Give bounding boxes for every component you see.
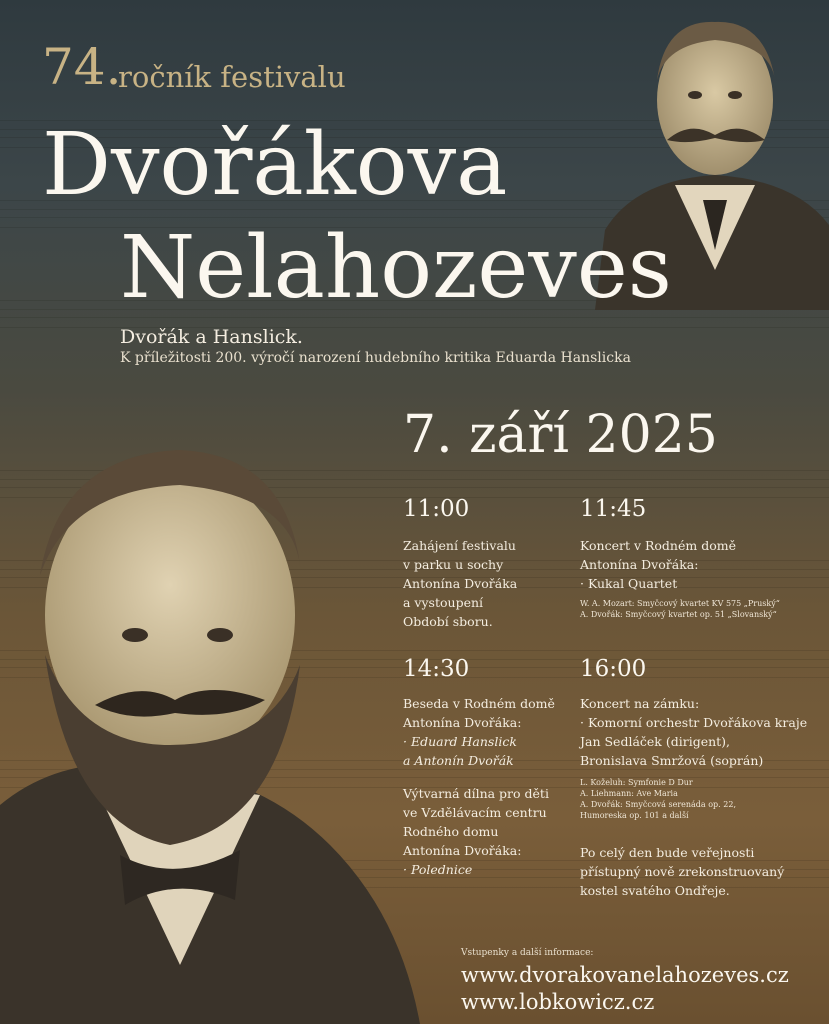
title-line1: Dvořákova	[42, 115, 508, 215]
festival-date: 7. září 2025	[403, 405, 718, 465]
event-line-italic: a Antonín Dvořák	[403, 753, 514, 768]
event-line: a vystoupení	[403, 595, 484, 610]
note-line: kostel svatého Ondřeje.	[580, 883, 730, 898]
event-line: Jan Sedláček (dirigent),	[580, 734, 731, 749]
event-time: 16:00	[580, 656, 647, 682]
event-line-italic: · Polednice	[403, 862, 473, 877]
event-line: ve Vzdělávacím centru	[403, 805, 547, 820]
event-line: Koncert na zámku:	[580, 696, 700, 711]
website-link-2[interactable]: www.lobkowicz.cz	[461, 990, 655, 1014]
event-line: Antonína Dvořáka	[403, 576, 518, 591]
program-line: A. Dvořák: Smyčcový kvartet op. 51 „Slovanský“	[580, 610, 777, 619]
event-line: Rodného domu	[403, 824, 499, 839]
tickets-label: Vstupenky a další informace:	[461, 948, 594, 958]
title-line2: Nelahozeves	[120, 218, 672, 318]
event-line: Bronislava Smržová (soprán)	[580, 753, 764, 768]
event-line: Koncert v Rodném domě	[580, 538, 736, 553]
note-line: Po celý den bude veřejnosti	[580, 845, 755, 860]
program-line: W. A. Mozart: Smyčcový kvartet KV 575 „Pruský“	[580, 599, 780, 608]
event-line: Antonína Dvořáka:	[403, 715, 522, 730]
event-1430	[403, 656, 573, 879]
subtitle-line1: Dvořák a Hanslick.	[120, 326, 303, 348]
edition-number: 74.	[42, 38, 122, 96]
edition-label: ročník festivalu	[118, 60, 346, 94]
event-line: Výtvarná dílna pro děti	[403, 786, 549, 801]
program-line: A. Dvořák: Smyčcová serenáda op. 22,	[580, 800, 736, 809]
event-line: v parku u sochy	[403, 557, 504, 572]
event-line: · Komorní orchestr Dvořákova kraje	[580, 715, 808, 730]
event-line: Období sboru.	[403, 614, 493, 629]
event-time: 11:45	[580, 496, 647, 522]
event-line: Antonína Dvořáka:	[580, 557, 699, 572]
event-1600	[580, 656, 825, 900]
program-line: L. Koželuh: Symfonie D Dur	[580, 778, 693, 787]
event-time: 14:30	[403, 656, 470, 682]
subtitle-line2: K příležitosti 200. výročí narození hudebního kritika Eduarda Hanslicka	[120, 350, 631, 366]
note-line: přístupný nově zrekonstruovaný	[580, 864, 785, 879]
event-line: Antonína Dvořáka:	[403, 843, 522, 858]
event-line: Beseda v Rodném domě	[403, 696, 555, 711]
event-line-italic: · Eduard Hanslick	[403, 734, 517, 749]
program-line: A. Liehmann: Ave Maria	[580, 789, 678, 798]
event-1100	[403, 496, 573, 631]
event-time: 11:00	[403, 496, 470, 522]
event-line: · Kukal Quartet	[580, 576, 678, 591]
website-link-1[interactable]: www.dvorakovanelahozeves.cz	[461, 963, 789, 987]
event-1145	[580, 496, 820, 620]
program-line: Humoreska op. 101 a další	[580, 811, 689, 820]
event-line: Zahájení festivalu	[403, 538, 516, 553]
dvorak-portrait-icon	[0, 445, 420, 1024]
